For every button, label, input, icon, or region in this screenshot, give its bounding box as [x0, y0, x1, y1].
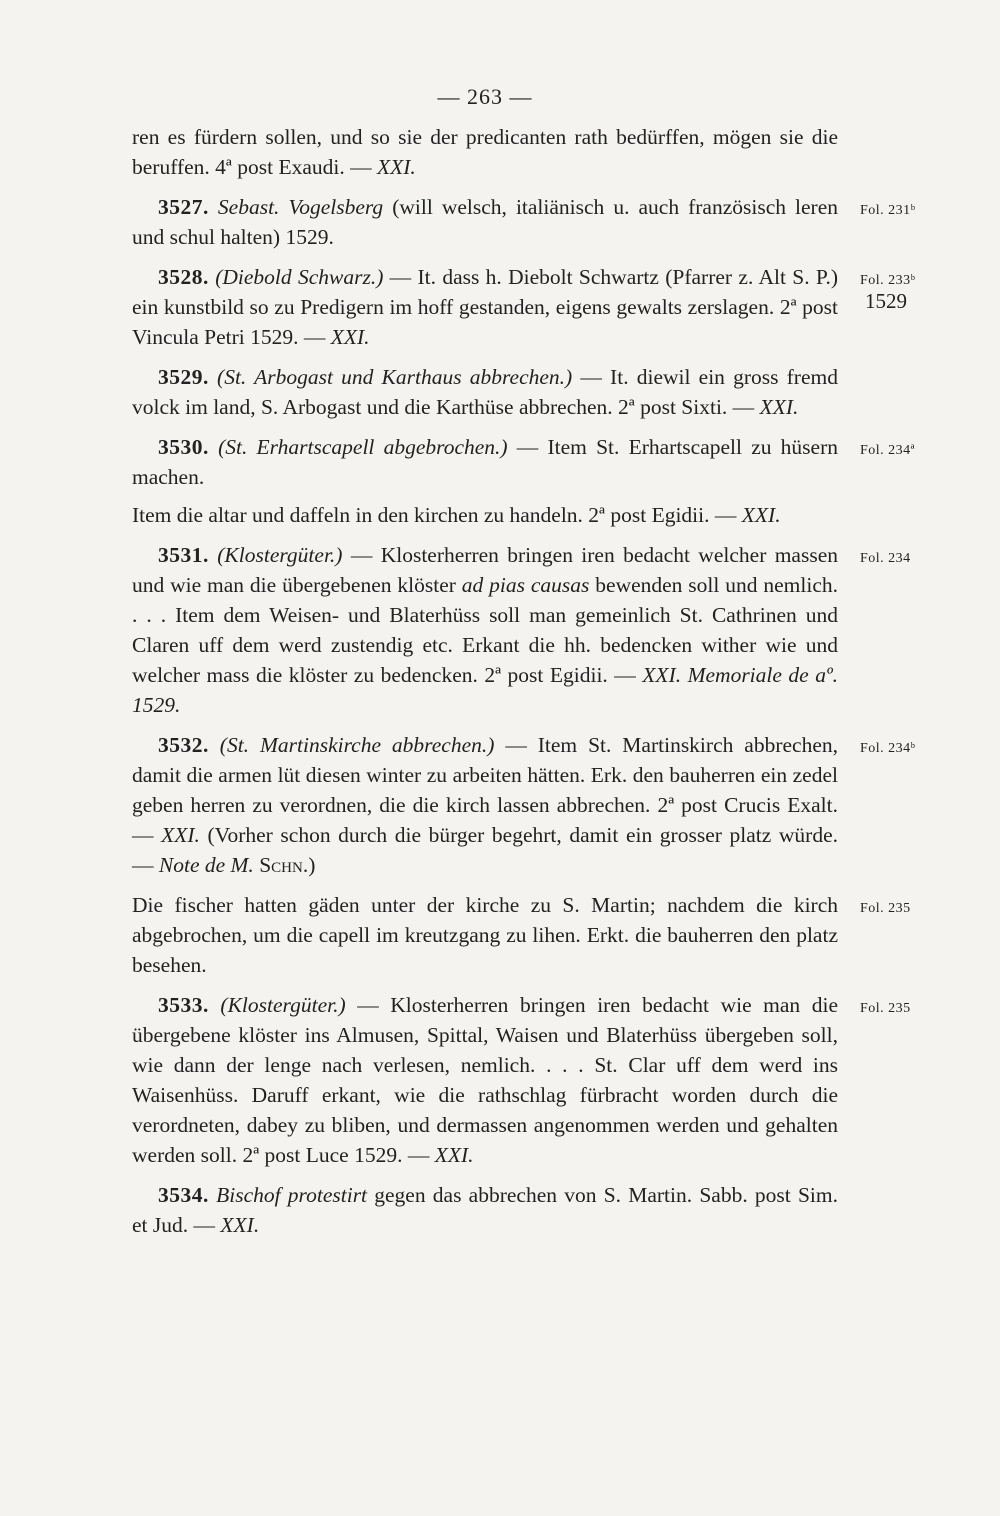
- entry-3534: [132, 1180, 838, 1240]
- entry-3528: [132, 262, 916, 352]
- entry-title: (Klostergüter.): [217, 543, 343, 567]
- entry-ref: XXI.: [434, 1143, 474, 1167]
- editor-note: Note de M.: [158, 853, 254, 877]
- entry-text: — It. diewil ein gross fremd volck im land, S. Arbogast und die Karthüse abbrechen. 2ª post Sixti. —: [132, 365, 838, 419]
- entry-text: gegen das abbrechen von S. Martin. Sabb. post Sim. et Jud. —: [132, 1183, 839, 1237]
- margin-year: 1529: [865, 289, 907, 313]
- entry-number: 3531.: [158, 543, 209, 567]
- entry-number: 3528.: [158, 265, 209, 289]
- entry-title: Sebast. Vogelsberg: [217, 195, 384, 219]
- entry-title: (Klostergüter.): [220, 993, 346, 1017]
- entry-number: 3533.: [158, 993, 209, 1017]
- latin-phrase: ad pias causas: [461, 573, 590, 597]
- entry-text: — Klosterherren bringen iren bedacht wie man die übergebene klöster ins Almusen, Spittal, Waisen und Blaterhüss übergeben soll, wie dann der lenge nach verlesen, nemlich. . . . St. Clar uff dem werd ins Waisenhüss. Daruff erkant, wie die rathschlag fürbracht worden durch die verordneten, dabey zu bliben, und dermassen angenommen werden und gehalten werden soll. 2ª post Luce 1529. —: [132, 993, 838, 1167]
- intro-paragraph: [132, 122, 838, 182]
- intro-text: ren es fürdern sollen, und so sie der predicanten rath bedürffen, mögen sie die beruffen. 4ª post Exaudi. —: [132, 125, 838, 179]
- entry-number: 3527.: [158, 195, 209, 219]
- entry-3533: [132, 990, 911, 1170]
- entry-3530: [132, 432, 916, 530]
- entry-title: Bischof protestirt: [216, 1183, 368, 1207]
- entry-title: (St. Arbogast und Karthaus abbrechen.): [217, 365, 573, 389]
- folio-reference: Fol. 231ᵇ: [860, 203, 916, 218]
- entry-number: 3534.: [158, 1183, 209, 1207]
- entry-title: (St. Martinskirche abbrechen.): [219, 733, 495, 757]
- entry-text: — It. dass h. Diebolt Schwartz (Pfarrer z. Alt S. P.) ein kunstbild so zu Predigern im hoff gestanden, eigens gewalts zerslagen. 2ª post Vincula Petri 1529. —: [132, 265, 839, 349]
- folio-reference: Fol. 234: [860, 551, 911, 566]
- entry-ref: XXI. Memoriale de aº. 1529.: [132, 663, 838, 717]
- entry-title: (St. Erhartscapell abgebrochen.): [218, 435, 508, 459]
- folio-reference: Fol. 233ᵇ: [860, 273, 916, 288]
- entry-text: — Item St. Erhartscapell zu hüsern machen.: [132, 435, 839, 489]
- entry-ref: XXI.: [741, 503, 781, 527]
- entry-ref: XXI.: [220, 1213, 260, 1237]
- closing-paren: ): [308, 853, 316, 877]
- entry-number: 3529.: [158, 365, 209, 389]
- entry-continuation: Item die altar und daffeln in den kirchen zu handeln. 2ª post Egidii. —: [132, 503, 742, 527]
- entry-continuation: Die fischer hatten gäden unter der kirche zu S. Martin; nachdem die kirch abgebrochen, um die capell im kreutzgang zu lihen. Erkt. die bauherren den platz besehen.: [132, 893, 838, 977]
- entry-3527: [132, 192, 916, 252]
- entry-ref: XXI.: [161, 823, 200, 847]
- folio-reference: Fol. 235: [860, 1001, 911, 1016]
- entry-number: 3532.: [158, 733, 209, 757]
- entry-text: (will welsch, italiänisch u. auch französisch leren und schul halten) 1529.: [132, 195, 838, 249]
- entry-title: (Diebold Schwarz.): [215, 265, 384, 289]
- folio-reference: Fol. 234ª: [860, 443, 916, 458]
- intro-ref: XXI.: [376, 155, 416, 179]
- folio-reference: Fol. 234ᵇ: [860, 741, 916, 756]
- folio-reference: Fol. 235: [860, 901, 911, 916]
- entry-text-continued: bewenden soll und nemlich. . . . Item dem Weisen- und Blaterhüss soll man gemeinlich St. Cathrinen und Claren uff dem werd zustendig etc. Erkant die hh. bedencken wither wie und welcher mass die klöster zu bedencken. 2ª post Egidii. —: [132, 573, 838, 687]
- entry-ref: XXI.: [759, 395, 799, 419]
- main-text: [132, 122, 916, 1250]
- editor-name: Schn.: [259, 853, 309, 877]
- entry-3532: [132, 730, 916, 980]
- entry-text: — Item St. Martinskirch abbrechen, damit die armen lüt diesen winter zu arbeiten hätten. Erk. den bauherren ein zedel geben herren zu verordnen, die die kirch lassen abbrechen. 2ª post Crucis Exalt. —: [132, 733, 838, 847]
- entry-continuation-block: [132, 890, 911, 980]
- entry-ref: XXI.: [330, 325, 370, 349]
- entry-text: — Klosterherren bringen iren bedacht welcher massen und wie man die übergebenen klöster: [132, 543, 839, 597]
- entry-text-continued: (Vorher schon durch die bürger begehrt, damit ein grosser platz würde. —: [132, 823, 839, 877]
- page-number: — 263 —: [437, 84, 533, 109]
- entry-3531: [132, 540, 911, 720]
- entry-number: 3530.: [158, 435, 209, 459]
- entry-3529: [132, 362, 838, 422]
